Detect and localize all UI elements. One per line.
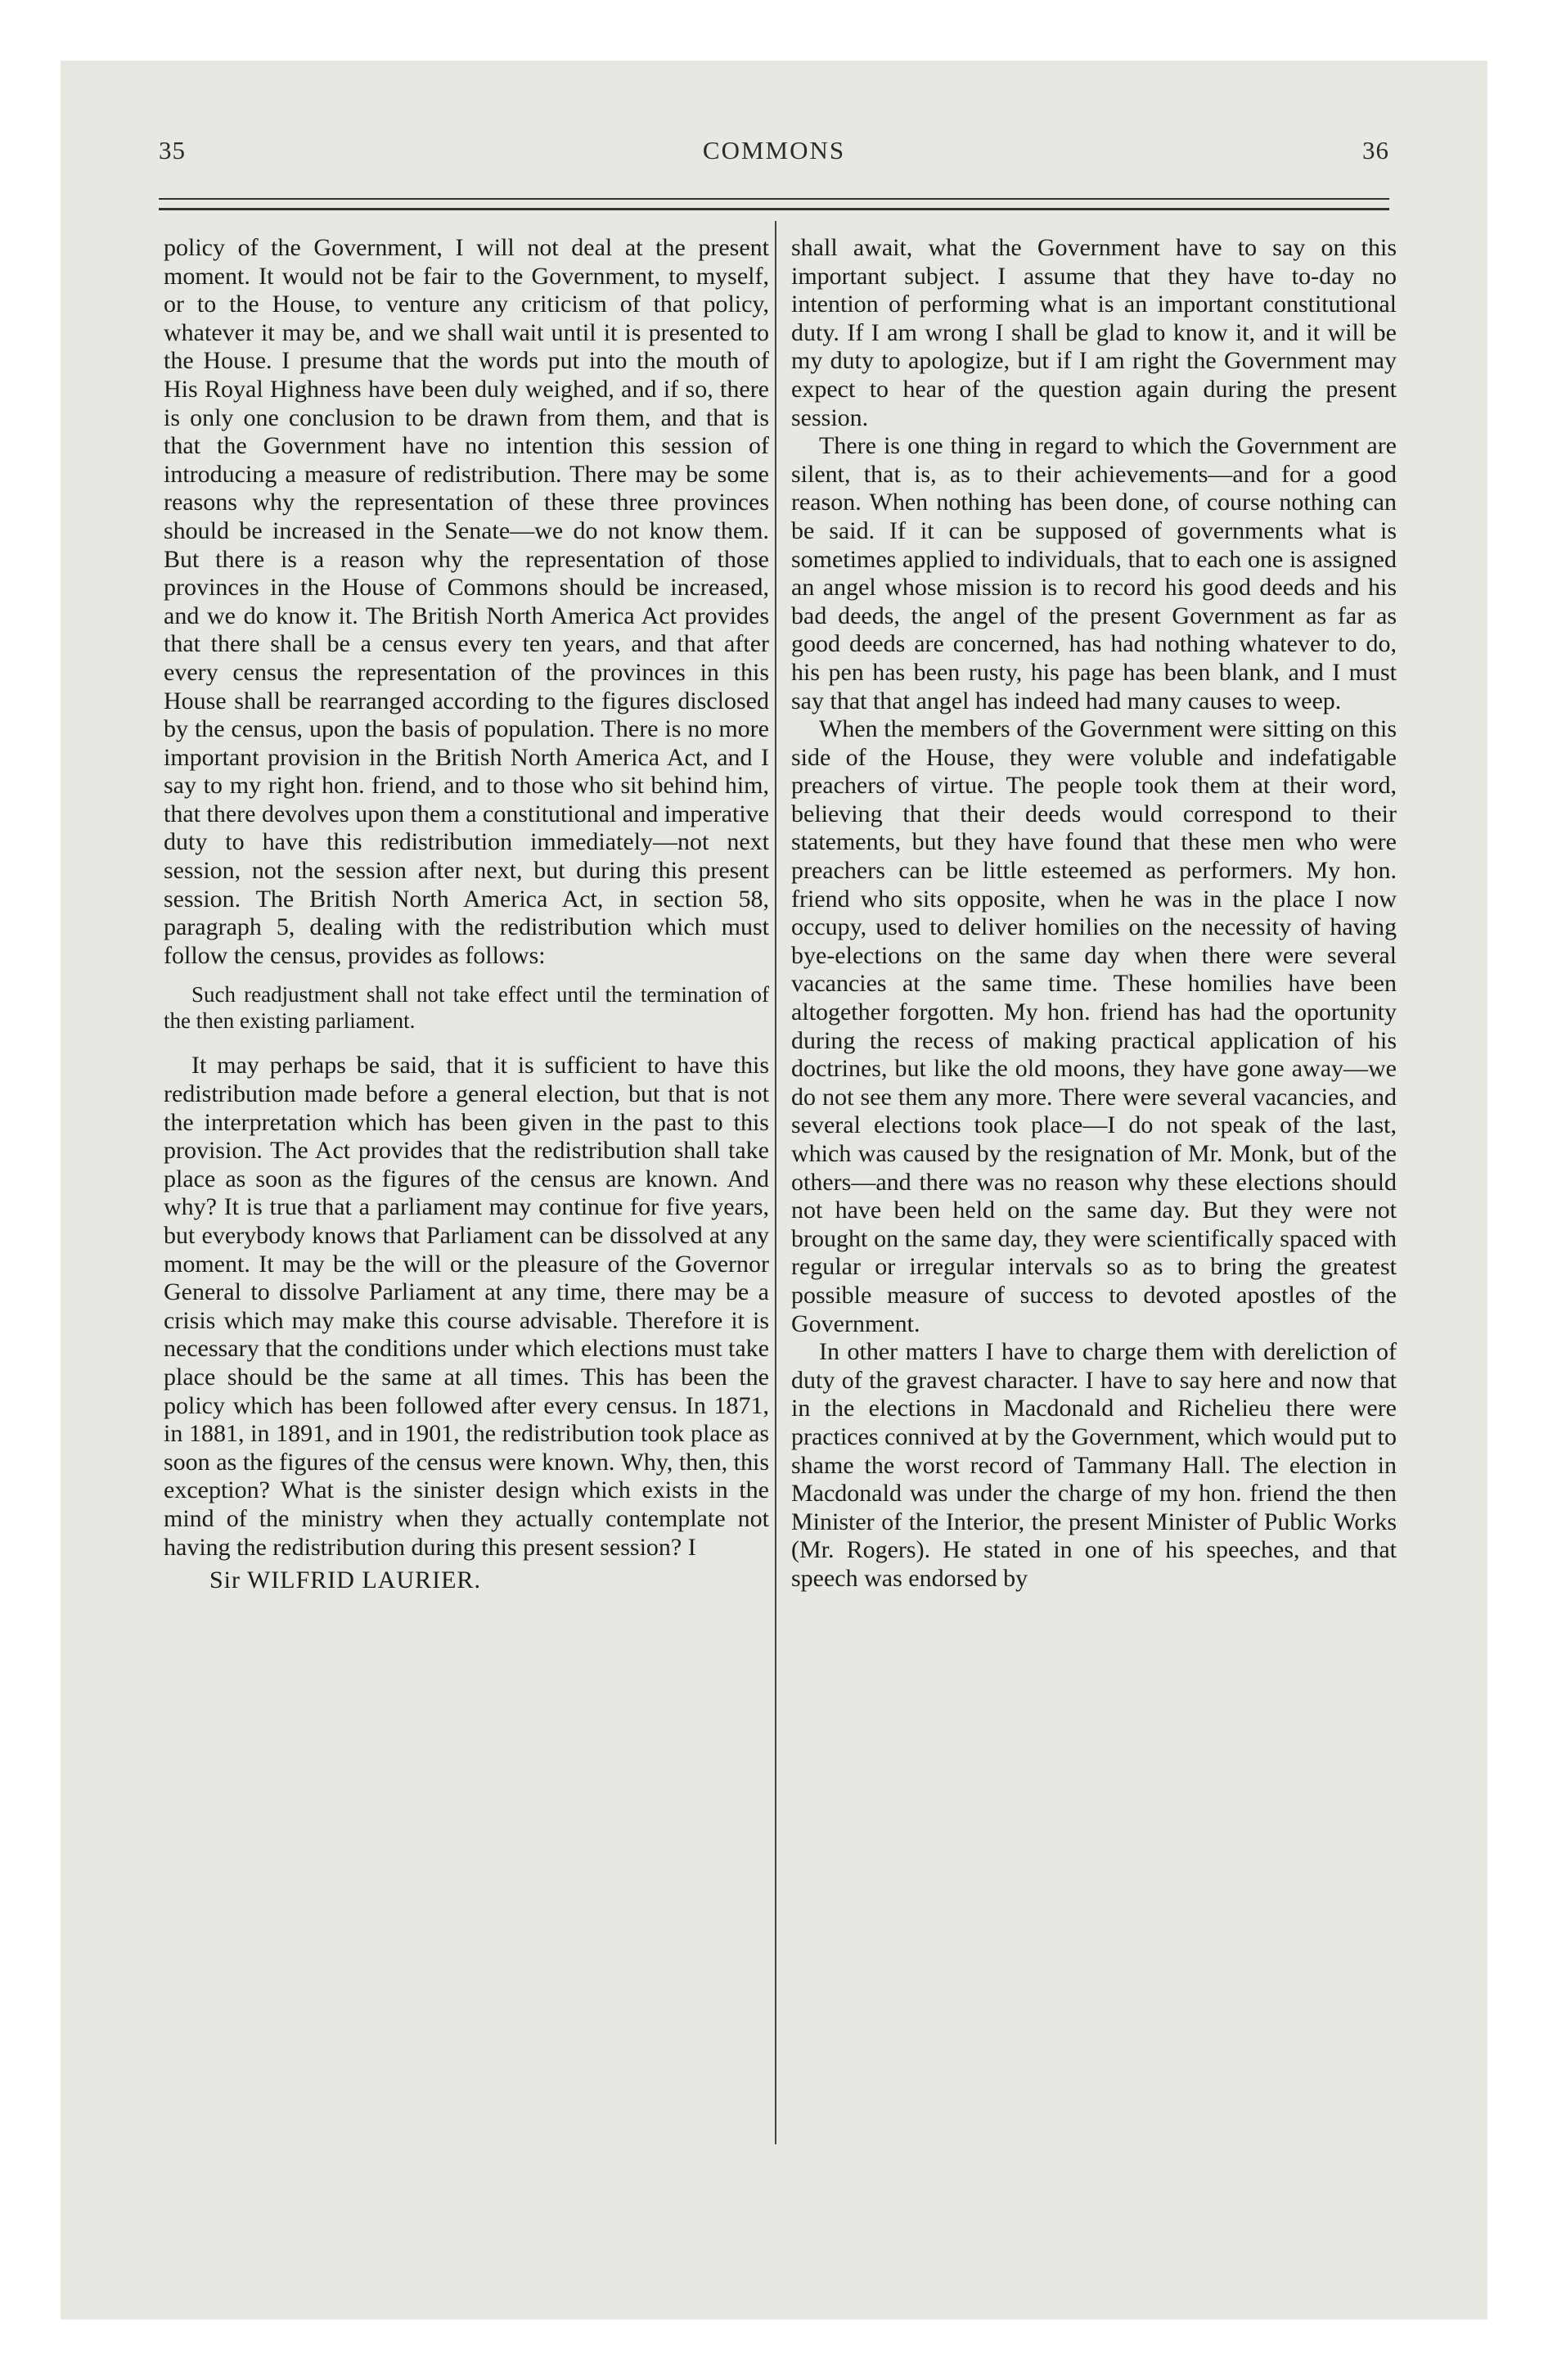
paragraph: There is one thing in regard to which the Government are silent, that is, as to their achievements—and for a good reason. When nothing has been done, of course nothing can be said. If it can be supposed of governments what is sometimes applied to individuals, that to each one is assigned an angel whose mission is to record his good deeds and his bad deeds, the angel of the present Government as far as good deeds are concerned, has had nothing whatever to do, his pen has been rusty, his page has been blank, and I must say that that angel has indeed had many causes to weep. <box>791 432 1397 714</box>
page-header <box>159 136 1389 177</box>
speaker-name: Sir WILFRID LAURIER. <box>209 1566 481 1594</box>
paragraph: When the members of the Government were sitting on this side of the House, they were voluble and indefatigable preachers of virtue. The people took them at their word, believing that their deeds would correspond to their statements, but they have found that these men who were preachers can be little esteemed as performers. My hon. friend who sits opposite, when he was in the place I now occupy, used to deliver homilies on the necessity of having bye-elections on the same day when there were several vacancies at the same time. These homilies have been altogether forgotten. My hon. friend has had the oportunity during the recess of making practical application of his doctrines, but like the old moons, they have gone away—we do not see them any more. There were several vacancies, and several elections took place—I do not speak of the last, which was caused by the resignation of Mr. Monk, but of the others—and there was no reason why these elections should not have been held on the same day. But they were not brought on the same day, they were scientifically spaced with regular or irregular intervals so as to bring the greatest possible measure of success to devoted apostles of the Government. <box>791 715 1397 1337</box>
page-scan <box>61 61 1487 2319</box>
header-rule-thin <box>159 198 1389 200</box>
column-divider <box>775 221 776 2144</box>
paragraph: In other matters I have to charge them with dereliction of duty of the gravest character. I have to say here and now that in the elections in Macdonald and Richelieu there were practices connived at by the Government, which would put to shame the worst record of Tammany Hall. The election in Macdonald was under the charge of my hon. friend the then Minister of the Interior, the present Minister of Public Works (Mr. Rogers). He stated in one of his speeches, and that speech was endorsed by <box>791 1338 1397 1592</box>
header-rule-thick <box>159 208 1389 210</box>
paragraph: policy of the Government, I will not deal at the present moment. It would not be fair to the Government, to myself, or to the House, to venture any criticism of that policy, whatever it may be, and we shall wait until it is presented to the House. I presume that the words put into the mouth of His Royal Highness have been duly weighed, and if so, there is only one conclusion to be drawn from them, and that is that the Government have no intention this session of introducing a measure of redistribution. There may be some reasons why the representation of these three provinces should be increased in the Senate—we do not know them. But there is a reason why the representation of those provinces in the House of Commons should be increased, and we do know it. The British North America Act provides that there shall be a census every ten years, and that after every census the representation of the provinces in this House shall be rearranged according to the figures disclosed by the census, upon the basis of population. There is no more important provision in the British North America Act, and I say to my right hon. friend, and to those who sit behind him, that there devolves upon them a constitutional and imperative duty to have this redistribution immediately—not next session, not the session after next, but during this present session. The British North America Act, in section 58, paragraph 5, dealing with the redistribution which must follow the census, provides as follows: <box>164 234 769 969</box>
paragraph: It may perhaps be said, that it is sufficient to have this redistribution made before a general election, but that is not the interpretation which has been given in the past to this provision. The Act provides that the redistribution shall take place as soon as the figures of the census are known. And why? It is true that a parliament may continue for five years, but everybody knows that Parliament can be dissolved at any moment. It may be the will or the pleasure of the Governor General to dissolve Parliament at any time, there may be a crisis which may make this course advisable. Therefore it is necessary that the conditions under which elections must take place should be the same at all times. This has been the policy which has been followed after every census. In 1871, in 1881, in 1891, and in 1901, the redistribution took place as soon as the figures of the census were known. Why, then, this exception? What is the sinister design which exists in the mind of the ministry when they actually contemplate not having the redistribution during this present session? I <box>164 1052 769 1561</box>
quoted-text: Such readjustment shall not take effect until the termination of the then existing parliament. <box>164 982 769 1034</box>
left-column <box>164 234 769 1595</box>
paragraph: shall await, what the Government have to say on this important subject. I assume that they have to-day no intention of performing what is an important constitutional duty. If I am wrong I shall be glad to know it, and it will be my duty to apologize, but if I am right the Government may expect to hear of the question again during the present session. <box>791 234 1397 431</box>
right-column <box>791 234 1397 1593</box>
page-number-left: 35 <box>159 136 186 165</box>
page-number-right: 36 <box>1362 136 1389 165</box>
running-title: COMMONS <box>702 136 846 165</box>
